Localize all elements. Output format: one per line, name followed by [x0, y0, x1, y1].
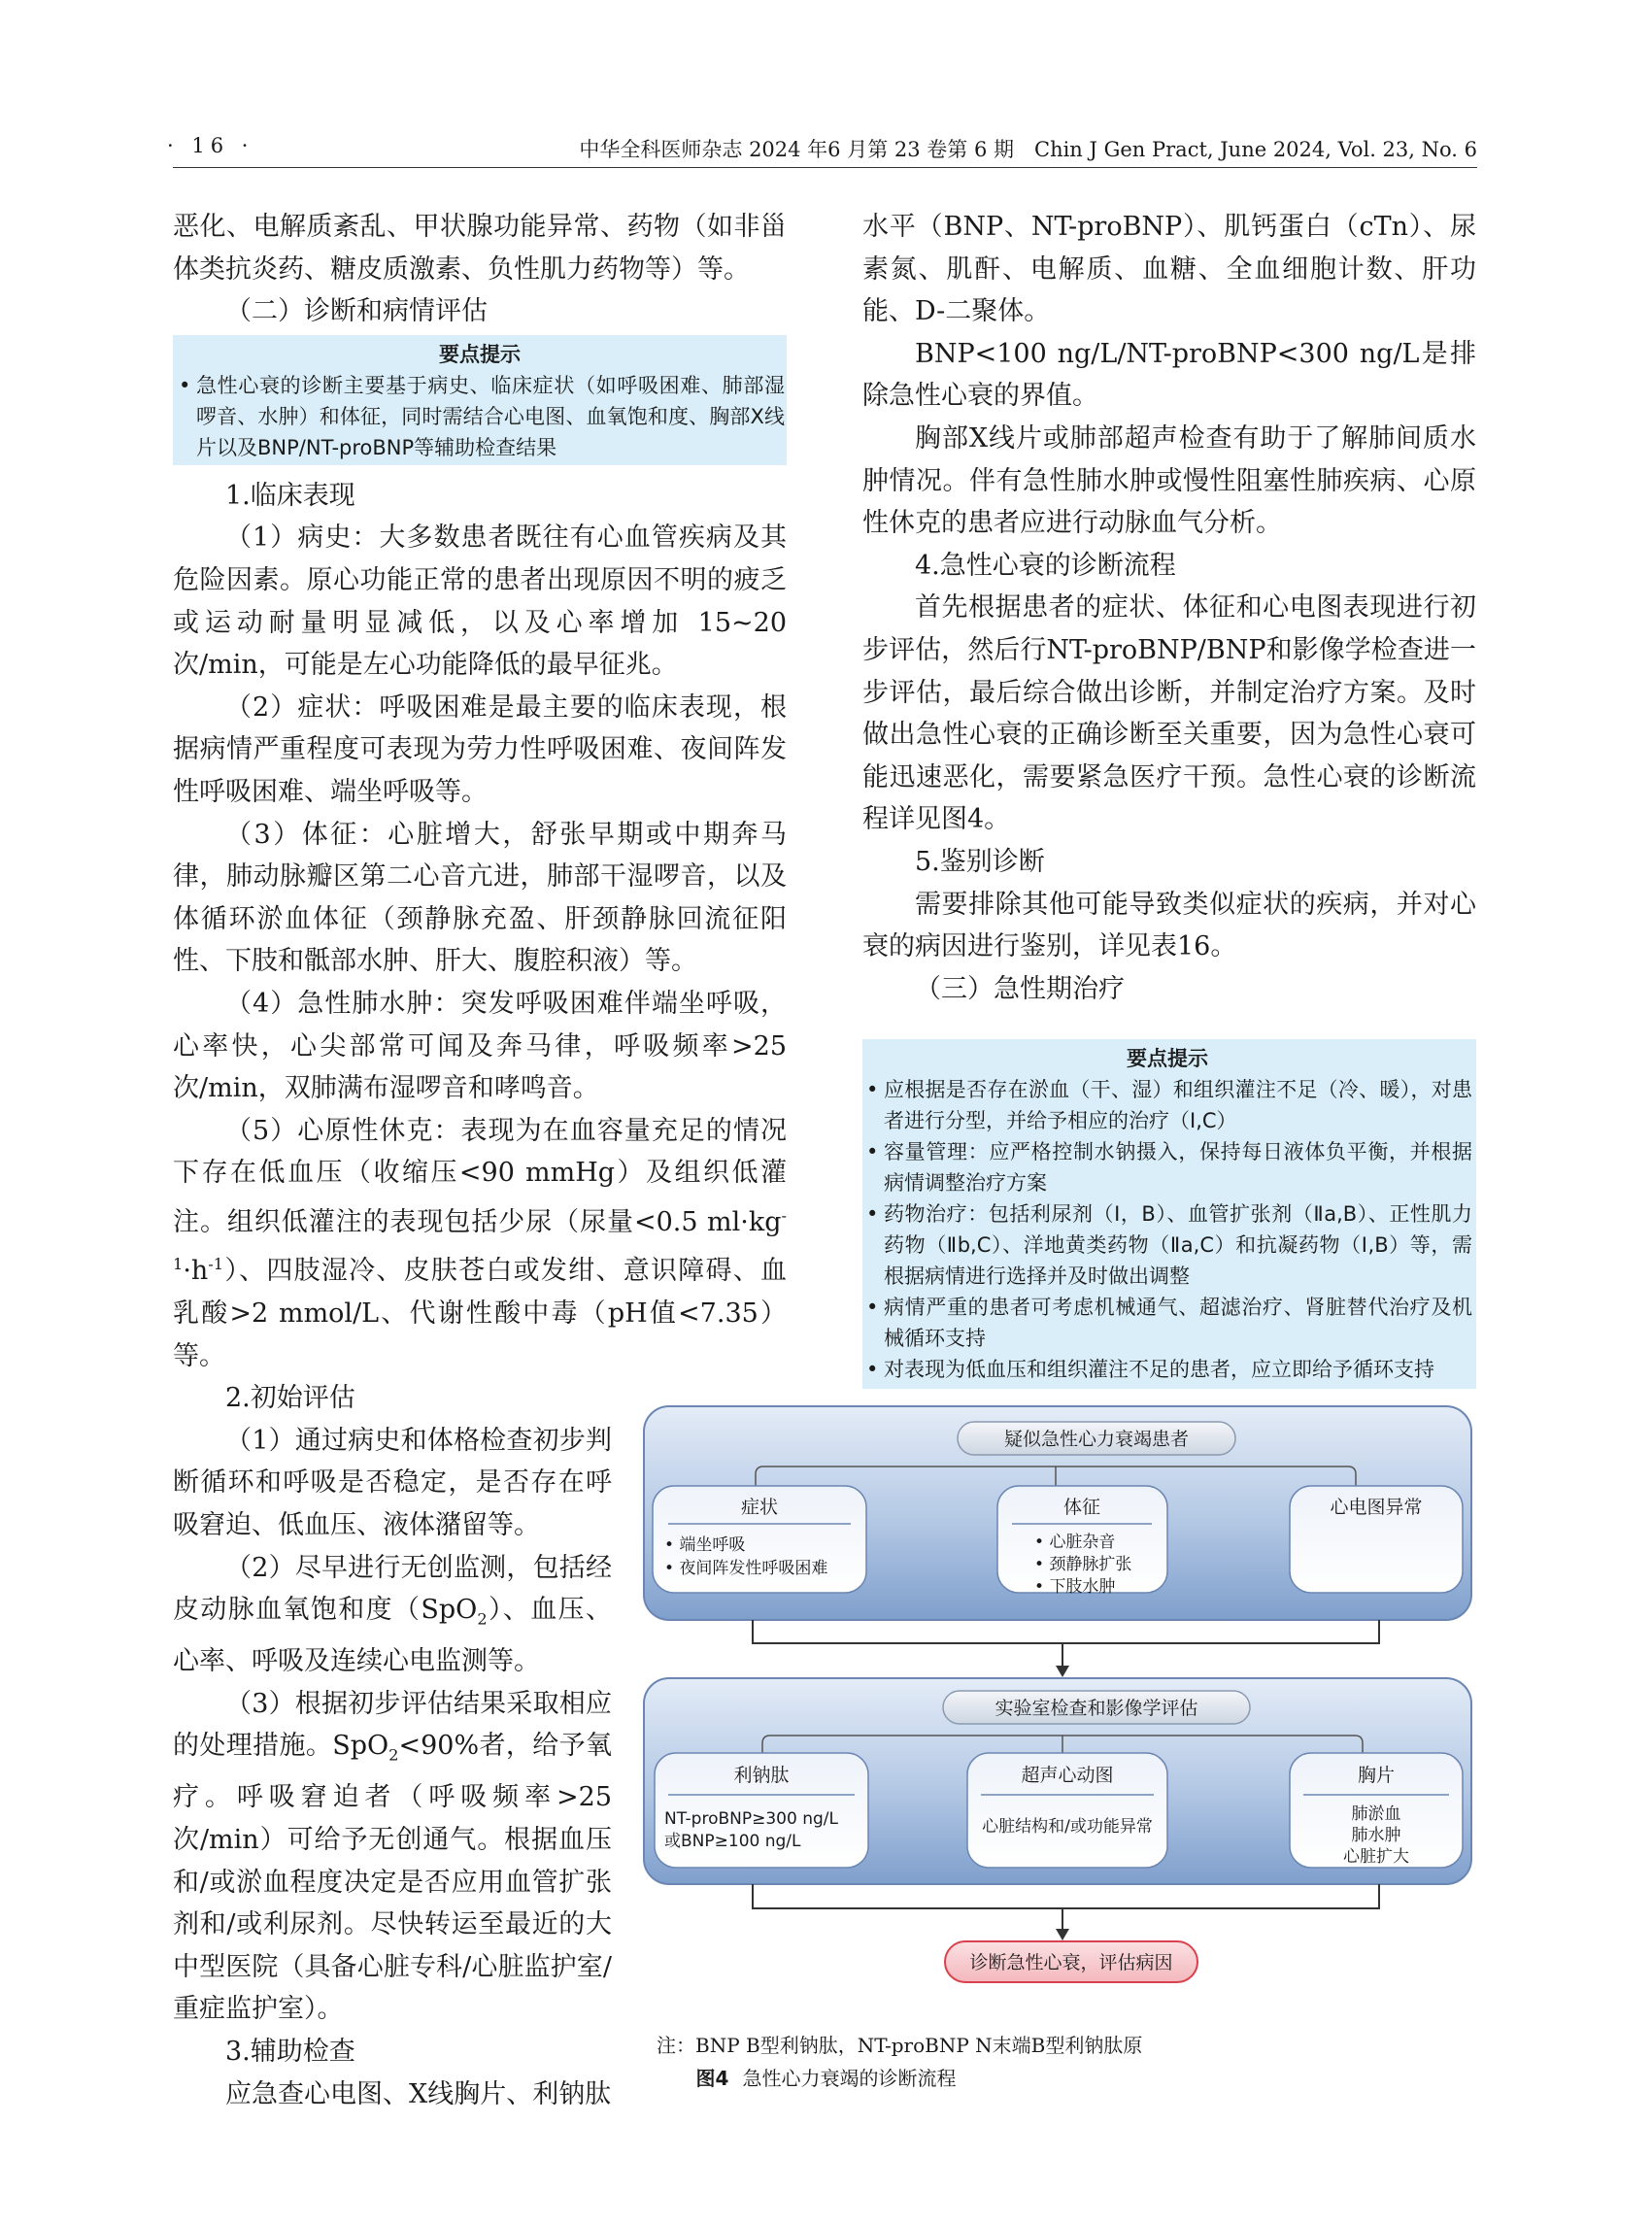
figure-label: 图4	[695, 2067, 729, 2090]
connector-line	[753, 1620, 1379, 1643]
lab-title-text: 实验室检查和影像学评估	[995, 1698, 1198, 1719]
text-run: ）、血压、心率、呼吸及连续心电监测等。	[173, 1595, 613, 1677]
key-points-title: 要点提示	[439, 342, 521, 366]
bullet: •	[1034, 1555, 1050, 1574]
section-heading: （二）诊断和病情评估	[225, 296, 488, 327]
superscript: -1	[208, 1255, 224, 1274]
connector-line	[753, 1884, 1379, 1908]
key-point-item: • 容量管理：应严格控制水钠摄入，保持每日液体负平衡，并根据病情调整治疗方案	[862, 1136, 1472, 1198]
symptom-item	[664, 1559, 827, 1578]
key-points-box	[173, 335, 787, 465]
sign-item	[1034, 1577, 1115, 1597]
sign-item	[1034, 1555, 1131, 1574]
superscript: -1	[173, 1205, 787, 1274]
text-run: （3）根据初步评估结果采取相应的处理措施。SpO	[173, 1688, 612, 1762]
subheading: 2.初始评估	[225, 1383, 355, 1414]
journal-header: 中华全科医师杂志 2024 年6 月第 23 卷第 6 期 Chin J Gen Pract, June 2024, Vol. 23, No. 6	[579, 138, 1477, 161]
paragraph: 水平（BNP、NT-proBNP）、肌钙蛋白（cTn）、尿素氮、肌酐、电解质、血糖、全血细胞计数、肝功能、D-二聚体。	[862, 212, 1476, 327]
flowchart	[641, 1403, 1476, 2025]
subheading: 4.急性心衰的诊断流程	[915, 550, 1176, 581]
symptom-item-text: 端坐呼吸	[679, 1535, 746, 1555]
paragraph	[173, 1683, 612, 2031]
xray-title: 胸片	[1357, 1765, 1396, 1786]
right-column	[862, 206, 1476, 1389]
xray-item: 肺水肿	[1351, 1826, 1401, 1845]
paragraph: 胸部X线片或肺部超声检查有助于了解肺间质水肿情况。伴有急性肺水肿或慢性阻塞性肺疾病、心原性休克的患者应进行动脉血气分析。	[862, 422, 1476, 539]
key-points-box	[862, 1039, 1476, 1389]
sign-item-text: 下肢水肿	[1049, 1577, 1116, 1597]
paragraph: （2）症状：呼吸困难是最主要的临床表现，根据病情严重程度可表现为劳力性呼吸困难、夜间阵发性呼吸困难、端坐呼吸等。	[173, 691, 787, 807]
sign-item-text: 颈静脉扩张	[1049, 1555, 1132, 1574]
header-rule	[173, 167, 1477, 168]
page-number: · 16 ·	[167, 134, 254, 157]
paragraph	[173, 1110, 787, 1378]
bullet: •	[664, 1535, 680, 1555]
key-point-item: • 病情严重的患者可考虑机械通气、超滤治疗、肾脏替代治疗及机械循环支持	[862, 1292, 1472, 1354]
paragraph: BNP<100 ng/L/NT-proBNP<300 ng/L是排除急性心衰的界值。	[862, 338, 1476, 412]
key-points-title: 要点提示	[1127, 1047, 1208, 1071]
bullet: •	[664, 1559, 680, 1578]
result-text: 诊断急性心衰，评估病因	[969, 1952, 1173, 1973]
text-run: <90%者，给予氧疗。呼吸窘迫者（呼吸频率>25次/min）可给予无创通气。根据血压和/或淤血程度决定是否应用血管扩张剂和/或利尿剂。尽快转运至最近的大中型医院（具备心脏专科/心脏监护室/重症监护室）。	[173, 1731, 612, 2025]
key-point-item: • 药物治疗：包括利尿剂（Ⅰ，B）、血管扩张剂（Ⅱa,B）、正性肌力药物（Ⅱb,C）、洋地黄类药物（Ⅱa,C）和抗凝药物（Ⅰ,B）等，需根据病情进行选择并及时做出调整	[862, 1198, 1472, 1292]
symptom-title: 症状	[740, 1497, 779, 1518]
subscript: 2	[477, 1609, 488, 1629]
sign-item-text: 心脏杂音	[1049, 1533, 1116, 1552]
bnp-item: 或BNP≥100 ng/L	[664, 1832, 801, 1851]
bullet: •	[1034, 1533, 1050, 1552]
top-title-text: 疑似急性心力衰竭患者	[1003, 1429, 1190, 1450]
xray-item: 肺淤血	[1351, 1804, 1401, 1824]
paragraph: （1）病史：大多数患者既往有心血管疾病及其危险因素。原心功能正常的患者出现原因不明的疲乏或运动耐量明显减低，以及心率增加 15~20次/min，可能是左心功能降低的最早征兆。	[173, 523, 787, 681]
paragraph: （4）急性肺水肿：突发呼吸困难伴端坐呼吸，心率快，心尖部常可闻及奔马律，呼吸频率>25次/min，双肺满布湿啰音和哮鸣音。	[173, 988, 787, 1104]
text-run: ·h	[183, 1256, 209, 1287]
section-heading: （三）急性期治疗	[915, 973, 1125, 1004]
key-point-item: • 应根据是否存在淤血（干、湿）和组织灌注不足（冷、暖），对患者进行分型，并给予相应的治疗（Ⅰ,C）	[862, 1074, 1472, 1136]
arrow-head	[1056, 1666, 1069, 1677]
arrow-head	[1056, 1929, 1069, 1940]
subheading: 1.临床表现	[225, 480, 355, 511]
figure-title: 急性心力衰竭的诊断流程	[742, 2067, 957, 2090]
echo-title: 超声心动图	[1021, 1765, 1114, 1786]
text-run: （2）尽早进行无创监测，包括经皮动脉血氧饱和度（SpO	[173, 1552, 612, 1626]
sign-item	[1034, 1533, 1115, 1552]
xray-item: 心脏扩大	[1343, 1847, 1409, 1867]
paragraph: （1）通过病史和体格检查初步判断循环和呼吸是否稳定，是否存在呼吸窘迫、低血压、液体潴留等。	[173, 1425, 612, 1541]
text-run: ）、四肢湿冷、皮肤苍白或发绀、意识障碍、血乳酸>2 mmol/L、代谢性酸中毒（pH值<7.35）等。	[173, 1256, 787, 1371]
paragraph: （3）体征：心脏增大，舒张早期或中期奔马律，肺动脉瓣区第二心音亢进，肺部干湿啰音，以及体循环淤血体征（颈静脉充盈、肝颈静脉回流征阳性、下肢和骶部水肿、肝大、腹腔积液）等。	[173, 819, 787, 977]
key-point-item: • 对表现为低血压和组织灌注不足的患者，应立即给予循环支持	[862, 1354, 1472, 1385]
sign-title: 体征	[1062, 1497, 1101, 1518]
paragraph	[173, 1547, 612, 1683]
figure-note: 注：BNP B型利钠肽，NT-proBNP N末端B型利钠肽原	[657, 2034, 1143, 2057]
paragraph: 需要排除其他可能导致类似症状的疾病，并对心衰的病因进行鉴别，详见表16。	[862, 889, 1476, 962]
figure-caption	[0, 2063, 1652, 2091]
subheading: 3.辅助检查	[225, 2036, 355, 2067]
bnp-item: NT-proBNP≥300 ng/L	[664, 1809, 838, 1829]
paragraph: 首先根据患者的症状、体征和心电图表现进行初步评估，然后行NT-proBNP/BNP和影像学检查进一步评估，最后综合做出诊断，并制定治疗方案。及时做出急性心衰的正确诊断至关重要，因为急性心衰可能迅速恶化，需要紧急医疗干预。急性心衰的诊断流程详见图4。	[862, 592, 1476, 835]
symptom-item	[664, 1535, 745, 1555]
bnp-title: 利钠肽	[733, 1765, 790, 1786]
symptom-item-text: 夜间阵发性呼吸困难	[679, 1559, 828, 1578]
echo-item: 心脏结构和/或功能异常	[982, 1817, 1153, 1837]
subscript: 2	[388, 1745, 399, 1765]
ecg-title: 心电图异常	[1330, 1497, 1423, 1518]
text-run: （5）心原性休克：表现为在血容量充足的情况下存在低血压（收缩压<90 mmHg）及组织低灌注。组织低灌注的表现包括少尿（尿量<0.5 ml·kg	[173, 1115, 787, 1237]
key-point-item: • 急性心衰的诊断主要基于病史、临床症状（如呼吸困难、肺部湿啰音、水肿）和体征，同时需结合心电图、血氧饱和度、胸部X线片以及BNP/NT-proBNP等辅助检查结果	[175, 370, 785, 463]
flowchart-figure	[641, 1403, 1476, 2035]
paragraph: 应急查心电图、X线胸片、利钠肽	[225, 2078, 612, 2109]
paragraph: 恶化、电解质紊乱、甲状腺功能异常、药物（如非甾体类抗炎药、糖皮质激素、负性肌力药物等）等。	[173, 212, 787, 285]
subheading: 5.鉴别诊断	[915, 846, 1045, 877]
bullet: •	[1034, 1577, 1050, 1597]
